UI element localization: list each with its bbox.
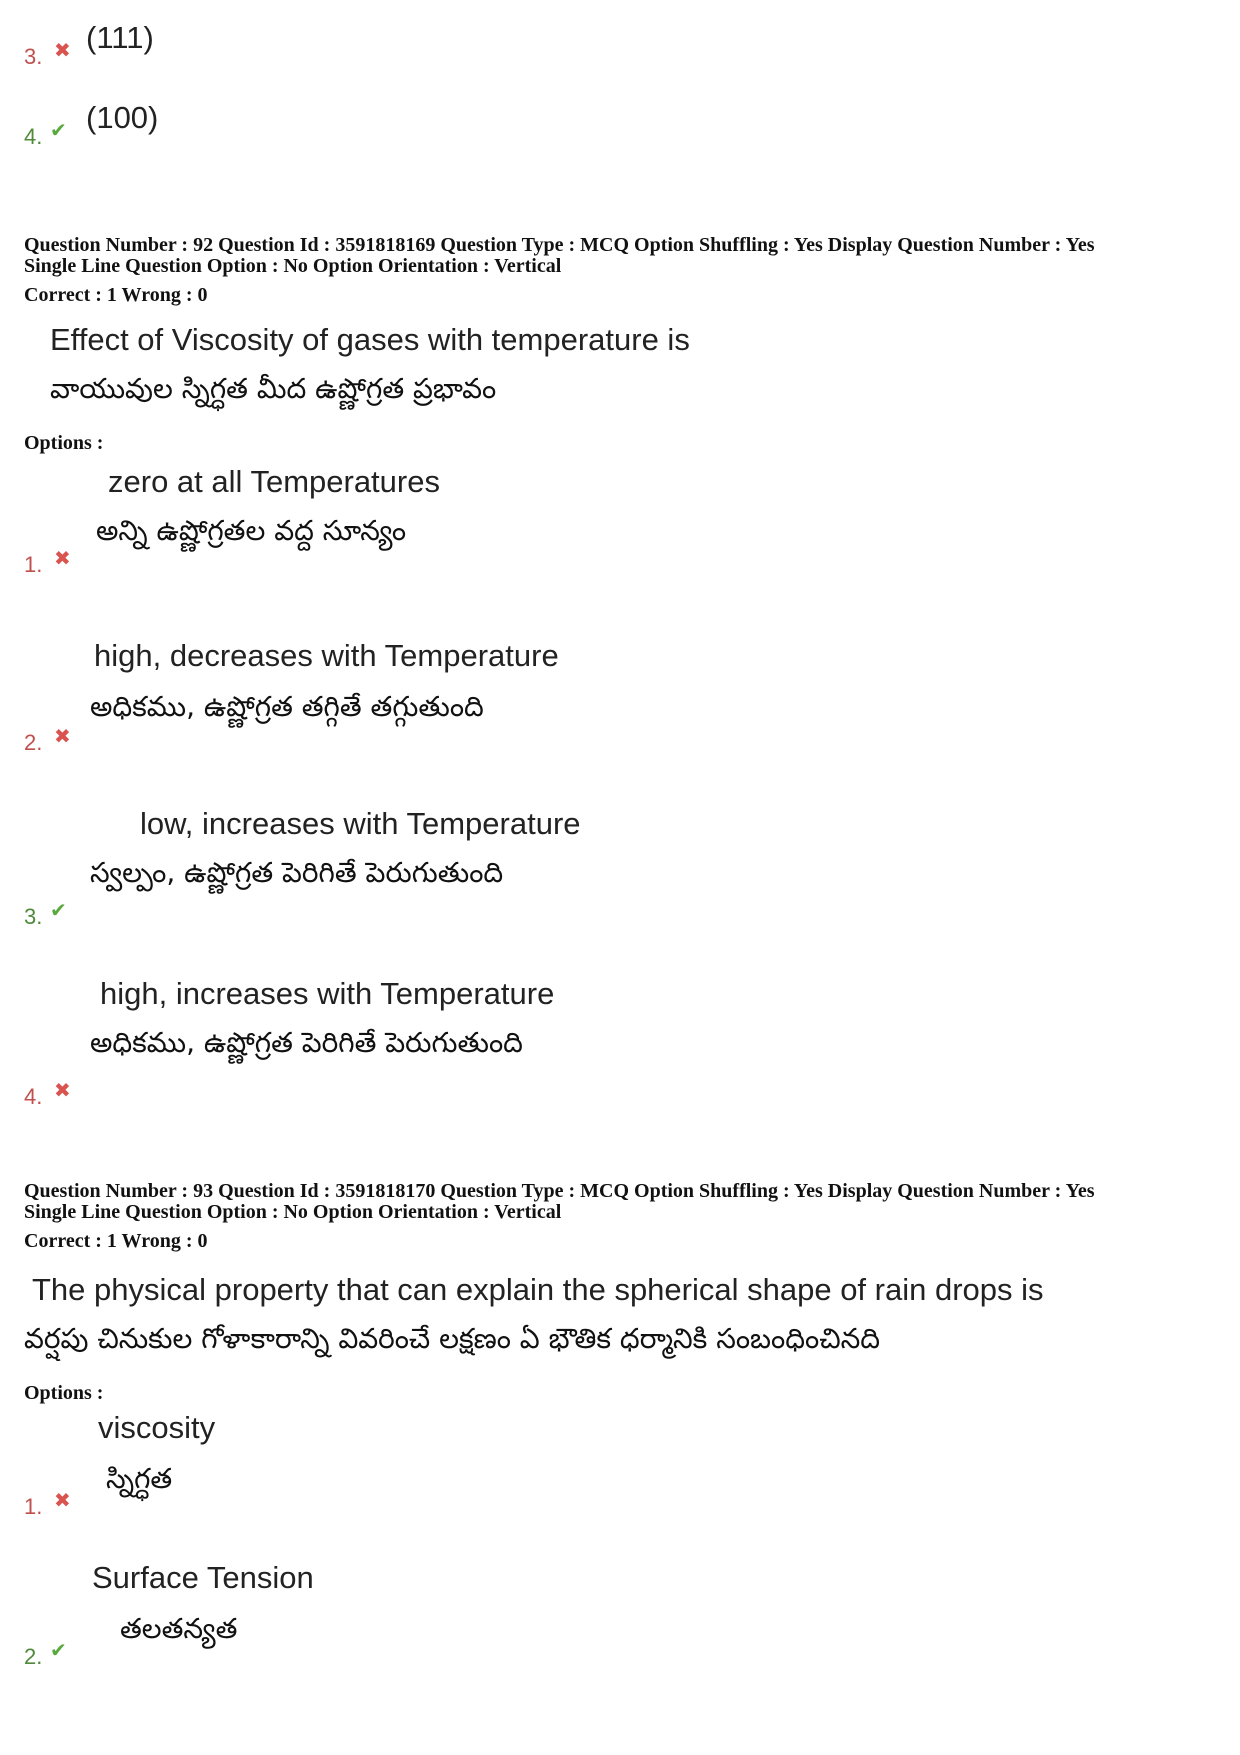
question-text-english: The physical property that can explain the spherical shape of rain drops is <box>32 1272 1044 1307</box>
options-label: Options : <box>24 432 104 454</box>
wrong-mark-icon: ✖ <box>54 546 71 570</box>
option-text-telugu: తలతన్యత <box>120 1612 238 1645</box>
question-text-telugu: వాయువుల స్నిగ్ధత మీద ఉష్ణోగ్రత ప్రభావం <box>50 372 497 405</box>
option-text-english: high, decreases with Temperature <box>94 638 559 673</box>
option-number: 2. <box>24 730 43 755</box>
option-text-english: low, increases with Temperature <box>140 806 581 841</box>
option-number: 1. <box>24 1494 43 1519</box>
option-text-telugu: స్నిగ్ధత <box>106 1462 173 1495</box>
option-number: 2. <box>24 1644 43 1669</box>
question-meta-line-2: Single Line Question Option : No Option Orientation : Vertical <box>24 1201 562 1223</box>
wrong-mark-icon: ✖ <box>54 1488 71 1512</box>
option-text-english: high, increases with Temperature <box>100 976 555 1011</box>
check-mark-icon: ✔ <box>50 1638 67 1662</box>
option-text-telugu: అధికము, ఉష్ణోగ్రత పెరిగితే పెరుగుతుంది <box>90 1026 523 1059</box>
option-number: 3. <box>24 44 43 69</box>
wrong-mark-icon: ✖ <box>54 38 71 62</box>
option-text-telugu: అన్ని ఉష్ణోగ్రతల వద్ద సూన్యం <box>96 514 407 547</box>
option-number: 4. <box>24 124 43 149</box>
option-text-telugu: అధికము, ఉష్ణోగ్రత తగ్గితే తగ్గుతుంది <box>90 690 484 723</box>
option-text: (111) <box>86 20 154 55</box>
question-marks: Correct : 1 Wrong : 0 <box>24 284 208 306</box>
option-text-telugu: స్వల్పం, ఉష్ణోగ్రత పెరిగితే పెరుగుతుంది <box>90 856 504 889</box>
option-text: (100) <box>86 100 159 135</box>
question-text-telugu: వర్షపు చినుకుల గోళాకారాన్ని వివరించే లక్షణం ఏ భౌతిక ధర్మానికి సంబంధించినది <box>24 1322 881 1355</box>
question-meta-line-1: Question Number : 93 Question Id : 3591818170 Question Type : MCQ Option Shuffling : Yes Display Question Number : Yes <box>24 1180 1095 1202</box>
wrong-mark-icon: ✖ <box>54 1078 71 1102</box>
option-text-english: viscosity <box>98 1410 216 1445</box>
option-number: 3. <box>24 904 43 929</box>
options-label: Options : <box>24 1382 104 1404</box>
option-text-english: zero at all Temperatures <box>108 464 440 499</box>
check-mark-icon: ✔ <box>50 898 67 922</box>
question-meta-line-1: Question Number : 92 Question Id : 3591818169 Question Type : MCQ Option Shuffling : Yes Display Question Number : Yes <box>24 234 1095 256</box>
question-meta-line-2: Single Line Question Option : No Option Orientation : Vertical <box>24 255 562 277</box>
option-number: 1. <box>24 552 43 577</box>
question-text-english: Effect of Viscosity of gases with temperature is <box>50 322 690 357</box>
question-marks: Correct : 1 Wrong : 0 <box>24 1230 208 1252</box>
option-text-english: Surface Tension <box>92 1560 314 1595</box>
wrong-mark-icon: ✖ <box>54 724 71 748</box>
check-mark-icon: ✔ <box>50 118 67 142</box>
option-number: 4. <box>24 1084 43 1109</box>
